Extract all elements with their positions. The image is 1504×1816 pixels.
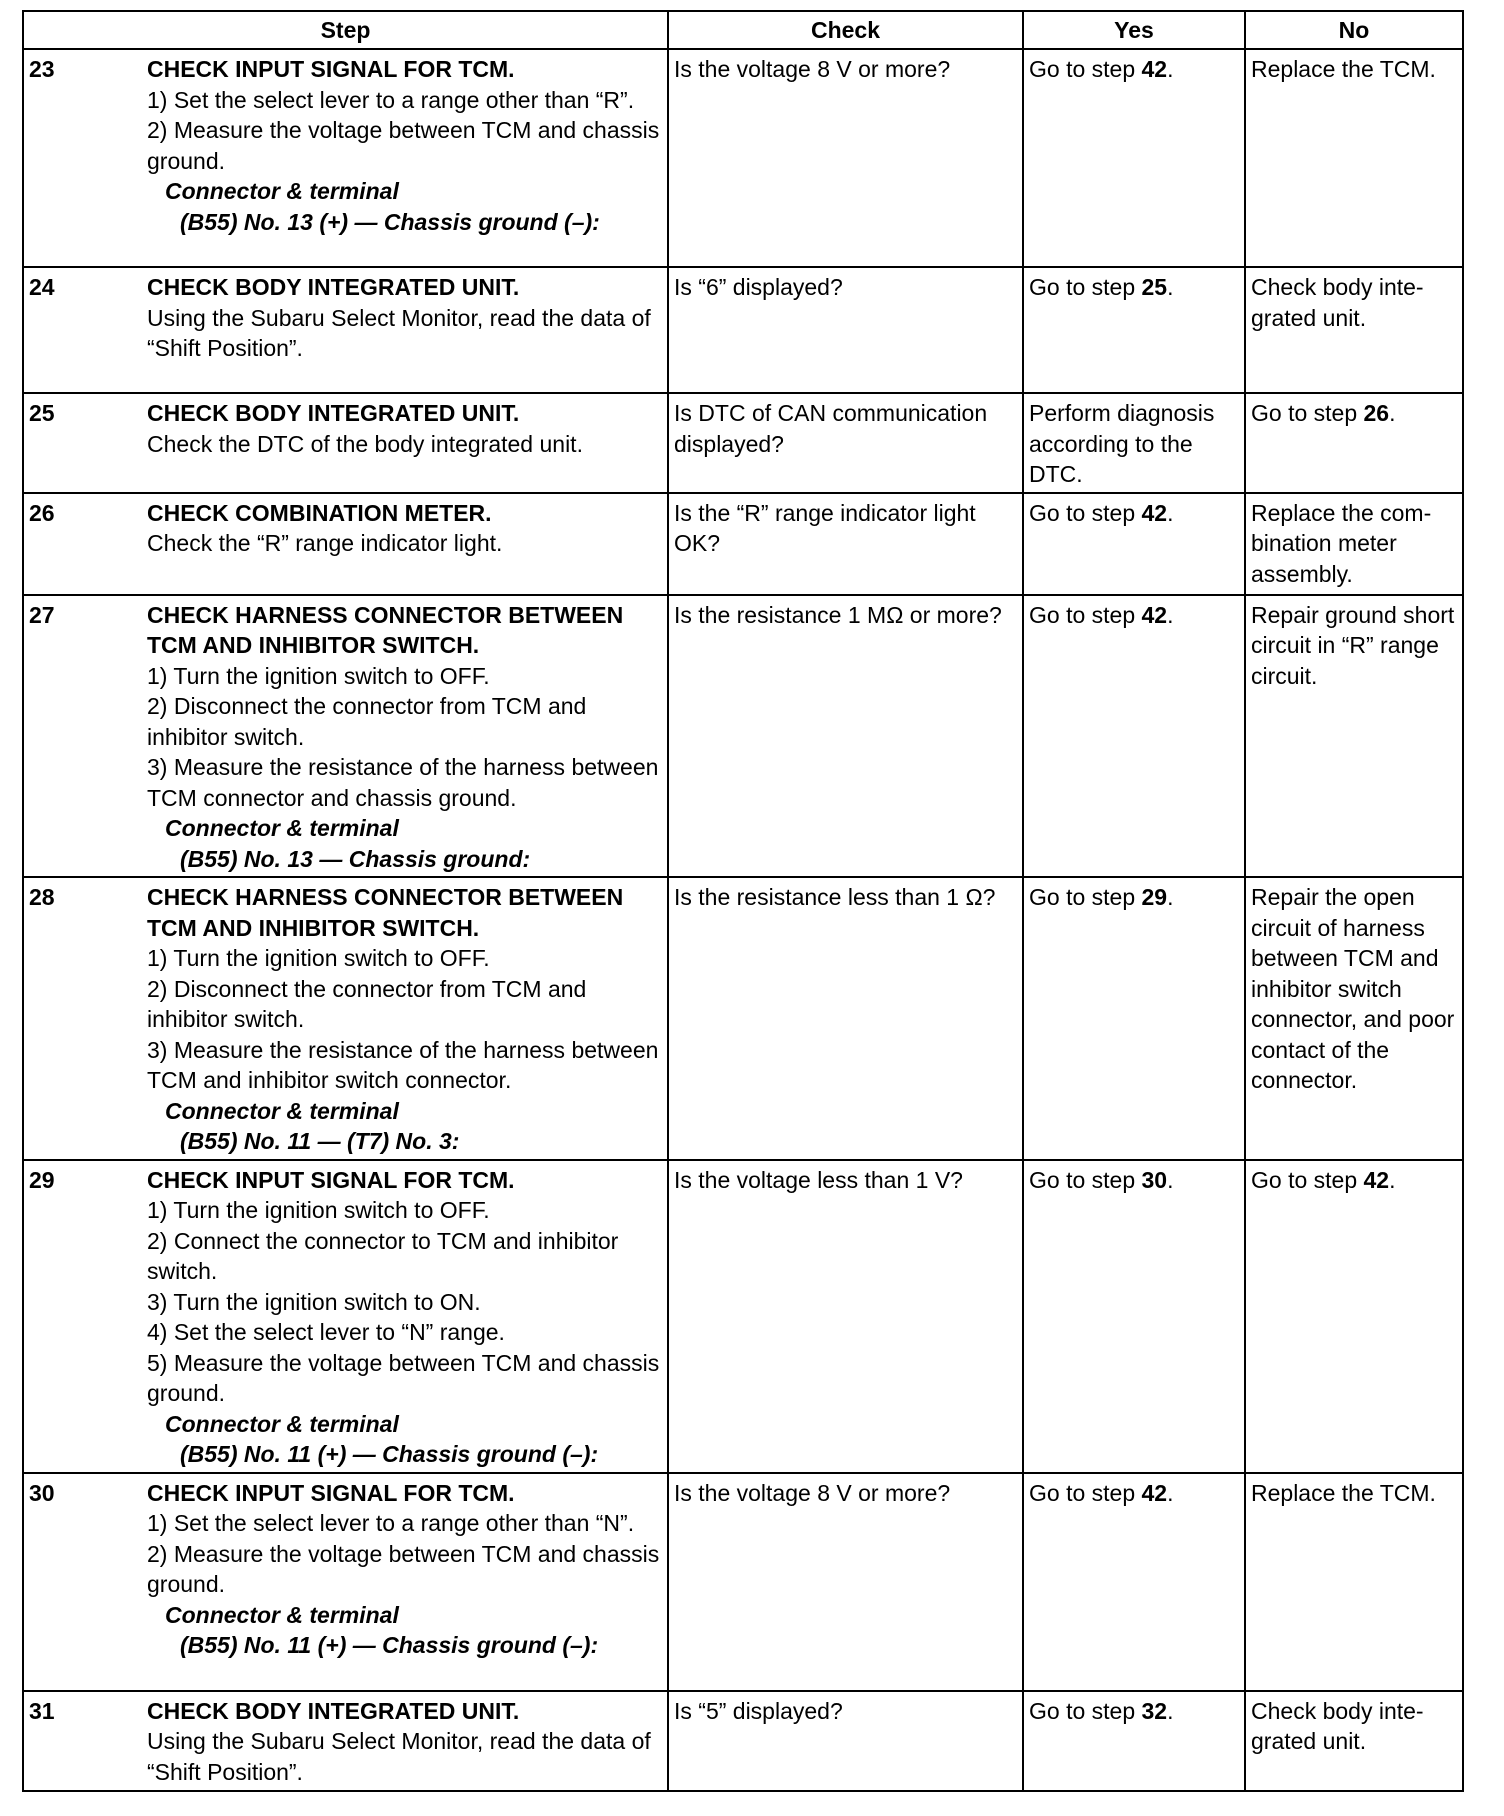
no-cell bbox=[1245, 493, 1463, 595]
step-title: CHECK INPUT SIGNAL FOR TCM. bbox=[147, 1479, 515, 1506]
step-body bbox=[147, 882, 662, 1157]
step-body bbox=[147, 54, 662, 237]
no-text: Repair the open circuit of harness between TCM and inhibitor switch connector, and poor contact of the connector. bbox=[1251, 884, 1455, 1094]
yes-cell bbox=[1023, 595, 1245, 878]
table-row bbox=[23, 49, 1463, 267]
no-text: Replace the TCM. bbox=[1251, 56, 1436, 82]
yes-cell bbox=[1023, 49, 1245, 267]
table-body bbox=[23, 49, 1463, 1791]
step-number: 28 bbox=[29, 884, 55, 911]
step-instruction: 4) Set the select lever to “N” range. bbox=[147, 1319, 505, 1346]
step-instruction: 3) Measure the resistance of the harness between TCM and inhibitor switch connector. bbox=[147, 1036, 659, 1094]
step-wrap bbox=[29, 54, 662, 237]
yes-suffix: . bbox=[1167, 1697, 1174, 1724]
step-title: CHECK HARNESS CONNECTOR BETWEEN TCM AND INHIBITOR SWITCH. bbox=[147, 884, 624, 941]
check-cell: Is the voltage 8 V or more? bbox=[668, 49, 1023, 267]
table-row bbox=[23, 1160, 1463, 1473]
no-cell bbox=[1245, 1160, 1463, 1473]
step-instruction: Check the “R” range indicator light. bbox=[147, 530, 503, 557]
yes-cell bbox=[1023, 877, 1245, 1160]
step-wrap bbox=[29, 600, 662, 875]
step-body bbox=[147, 398, 662, 459]
step-instruction: 3) Turn the ignition switch to ON. bbox=[147, 1288, 481, 1315]
no-step-number: 26 bbox=[1363, 400, 1390, 427]
no-cell bbox=[1245, 595, 1463, 878]
no-text: Replace the TCM. bbox=[1251, 1479, 1436, 1506]
step-instruction: 2) Measure the voltage between TCM and chassis ground. bbox=[147, 1540, 660, 1598]
step-cell bbox=[23, 267, 668, 393]
step-instruction: 2) Measure the voltage between TCM and chassis ground. bbox=[147, 117, 660, 174]
step-instruction: 1) Turn the ignition switch to OFF. bbox=[147, 1197, 490, 1224]
check-cell: Is the resistance less than 1 Ω? bbox=[668, 877, 1023, 1160]
step-cell bbox=[23, 393, 668, 493]
table-row bbox=[23, 493, 1463, 595]
step-body bbox=[147, 600, 662, 875]
table-row bbox=[23, 1691, 1463, 1791]
step-instruction: 1) Set the select lever to a range other than “N”. bbox=[147, 1510, 635, 1537]
step-cell bbox=[23, 1473, 668, 1691]
connector-label: Connector & terminal bbox=[165, 178, 399, 204]
check-cell: Is DTC of CAN communication displayed? bbox=[668, 393, 1023, 493]
yes-suffix: . bbox=[1167, 1479, 1174, 1506]
step-number: 31 bbox=[29, 1697, 55, 1724]
step-wrap bbox=[29, 498, 662, 559]
step-title: CHECK INPUT SIGNAL FOR TCM. bbox=[147, 1166, 515, 1193]
step-instruction: 2) Connect the connector to TCM and inhibitor switch. bbox=[147, 1227, 619, 1285]
no-text: Repair ground short circuit in “R” range circuit. bbox=[1251, 601, 1455, 689]
connector-label: Connector & terminal bbox=[165, 1601, 399, 1628]
step-instruction: Using the Subaru Select Monitor, read the data of “Shift Position”. bbox=[147, 1728, 651, 1785]
step-body bbox=[147, 498, 662, 559]
connector-label: Connector & terminal bbox=[165, 815, 399, 842]
step-body bbox=[147, 272, 662, 364]
no-cell bbox=[1245, 49, 1463, 267]
no-text: Replace the com-bination meter assembly. bbox=[1251, 499, 1432, 587]
step-cell bbox=[23, 1691, 668, 1791]
no-cell bbox=[1245, 1473, 1463, 1691]
yes-suffix: . bbox=[1167, 601, 1174, 628]
step-cell bbox=[23, 1160, 668, 1473]
connector-terminal: (B55) No. 13 (+) — Chassis ground (–): bbox=[180, 208, 600, 235]
yes-suffix: . bbox=[1167, 1166, 1174, 1193]
step-body bbox=[147, 1478, 662, 1661]
step-number: 27 bbox=[29, 601, 55, 628]
table-row bbox=[23, 1473, 1463, 1691]
yes-cell bbox=[1023, 493, 1245, 595]
yes-text: Go to step bbox=[1029, 499, 1142, 526]
yes-text: Go to step bbox=[1029, 56, 1142, 82]
table-row bbox=[23, 877, 1463, 1160]
step-number: 23 bbox=[29, 56, 55, 82]
yes-text: Go to step bbox=[1029, 884, 1142, 911]
step-number: 26 bbox=[29, 499, 55, 526]
step-title: CHECK INPUT SIGNAL FOR TCM. bbox=[147, 56, 515, 82]
table-header-row bbox=[23, 11, 1463, 49]
diagnostic-table bbox=[22, 10, 1464, 1792]
yes-step-number: 29 bbox=[1141, 884, 1168, 911]
step-cell bbox=[23, 493, 668, 595]
step-instruction: Using the Subaru Select Monitor, read the data of “Shift Position”. bbox=[147, 304, 651, 362]
no-cell bbox=[1245, 1691, 1463, 1791]
yes-cell bbox=[1023, 393, 1245, 493]
yes-suffix: . bbox=[1167, 56, 1174, 82]
yes-suffix: . bbox=[1167, 274, 1174, 301]
connector-label: Connector & terminal bbox=[165, 1410, 399, 1437]
check-cell: Is the voltage less than 1 V? bbox=[668, 1160, 1023, 1473]
yes-cell bbox=[1023, 1160, 1245, 1473]
no-text: Check body inte-grated unit. bbox=[1251, 274, 1424, 331]
step-body bbox=[147, 1696, 662, 1788]
no-step-number: 42 bbox=[1363, 1166, 1390, 1193]
step-instruction: Check the DTC of the body integrated unit. bbox=[147, 430, 583, 457]
yes-step-number: 42 bbox=[1141, 601, 1168, 628]
step-number: 25 bbox=[29, 400, 55, 427]
no-text: Go to step bbox=[1251, 1166, 1364, 1193]
step-wrap bbox=[29, 1165, 662, 1470]
no-suffix: . bbox=[1389, 400, 1396, 427]
yes-step-number: 42 bbox=[1141, 1479, 1168, 1506]
step-cell bbox=[23, 49, 668, 267]
connector-terminal: (B55) No. 11 (+) — Chassis ground (–): bbox=[180, 1632, 599, 1659]
table-row bbox=[23, 595, 1463, 878]
step-wrap bbox=[29, 1696, 662, 1788]
yes-cell bbox=[1023, 1473, 1245, 1691]
check-cell: Is the resistance 1 MΩ or more? bbox=[668, 595, 1023, 878]
yes-text: Go to step bbox=[1029, 274, 1142, 301]
connector-terminal: (B55) No. 11 (+) — Chassis ground (–): bbox=[180, 1441, 599, 1468]
yes-suffix: . bbox=[1167, 499, 1174, 526]
diagnostic-procedure-document bbox=[22, 10, 1462, 1792]
yes-cell bbox=[1023, 1691, 1245, 1791]
step-wrap bbox=[29, 882, 662, 1157]
header-yes: Yes bbox=[1023, 11, 1245, 49]
header-step: Step bbox=[23, 11, 668, 49]
connector-terminal: (B55) No. 13 — Chassis ground: bbox=[180, 845, 531, 872]
check-cell: Is the “R” range indicator light OK? bbox=[668, 493, 1023, 595]
header-no: No bbox=[1245, 11, 1463, 49]
step-title: CHECK BODY INTEGRATED UNIT. bbox=[147, 1697, 520, 1724]
no-cell bbox=[1245, 393, 1463, 493]
step-title: CHECK BODY INTEGRATED UNIT. bbox=[147, 400, 520, 427]
yes-text: Perform diagnosis according to the DTC. bbox=[1029, 400, 1215, 488]
step-instruction: 5) Measure the voltage between TCM and chassis ground. bbox=[147, 1349, 660, 1407]
step-instruction: 2) Disconnect the connector from TCM and inhibitor switch. bbox=[147, 975, 587, 1033]
step-title: CHECK COMBINATION METER. bbox=[147, 499, 492, 526]
check-cell: Is “6” displayed? bbox=[668, 267, 1023, 393]
step-wrap bbox=[29, 398, 662, 459]
table-row bbox=[23, 267, 1463, 393]
header-check: Check bbox=[668, 11, 1023, 49]
step-number: 30 bbox=[29, 1479, 55, 1506]
step-wrap bbox=[29, 272, 662, 364]
check-cell: Is the voltage 8 V or more? bbox=[668, 1473, 1023, 1691]
yes-suffix: . bbox=[1167, 884, 1174, 911]
yes-text: Go to step bbox=[1029, 1166, 1142, 1193]
step-number: 29 bbox=[29, 1166, 55, 1193]
step-instruction: 1) Turn the ignition switch to OFF. bbox=[147, 662, 490, 689]
step-title: CHECK HARNESS CONNECTOR BETWEEN TCM AND INHIBITOR SWITCH. bbox=[147, 601, 624, 659]
step-cell bbox=[23, 595, 668, 878]
yes-step-number: 42 bbox=[1141, 499, 1168, 526]
yes-step-number: 25 bbox=[1141, 274, 1168, 301]
no-suffix: . bbox=[1389, 1166, 1396, 1193]
yes-step-number: 42 bbox=[1141, 56, 1168, 82]
yes-text: Go to step bbox=[1029, 601, 1142, 628]
table-row bbox=[23, 393, 1463, 493]
no-text: Check body inte-grated unit. bbox=[1251, 1697, 1424, 1755]
step-instruction: 1) Turn the ignition switch to OFF. bbox=[147, 945, 490, 972]
check-cell: Is “5” displayed? bbox=[668, 1691, 1023, 1791]
step-instruction: 1) Set the select lever to a range other than “R”. bbox=[147, 86, 635, 113]
no-cell bbox=[1245, 267, 1463, 393]
yes-text: Go to step bbox=[1029, 1697, 1142, 1724]
no-text: Go to step bbox=[1251, 400, 1364, 427]
step-wrap bbox=[29, 1478, 662, 1661]
connector-terminal: (B55) No. 11 — (T7) No. 3: bbox=[180, 1128, 460, 1155]
step-title: CHECK BODY INTEGRATED UNIT. bbox=[147, 274, 520, 301]
step-instruction: 2) Disconnect the connector from TCM and inhibitor switch. bbox=[147, 693, 587, 750]
yes-text: Go to step bbox=[1029, 1479, 1142, 1506]
step-cell bbox=[23, 877, 668, 1160]
step-number: 24 bbox=[29, 274, 55, 301]
step-instruction: 3) Measure the resistance of the harness between TCM connector and chassis ground. bbox=[147, 754, 659, 811]
yes-cell bbox=[1023, 267, 1245, 393]
connector-label: Connector & terminal bbox=[165, 1097, 399, 1124]
no-cell bbox=[1245, 877, 1463, 1160]
yes-step-number: 32 bbox=[1141, 1697, 1168, 1724]
yes-step-number: 30 bbox=[1141, 1166, 1168, 1193]
step-body bbox=[147, 1165, 662, 1470]
